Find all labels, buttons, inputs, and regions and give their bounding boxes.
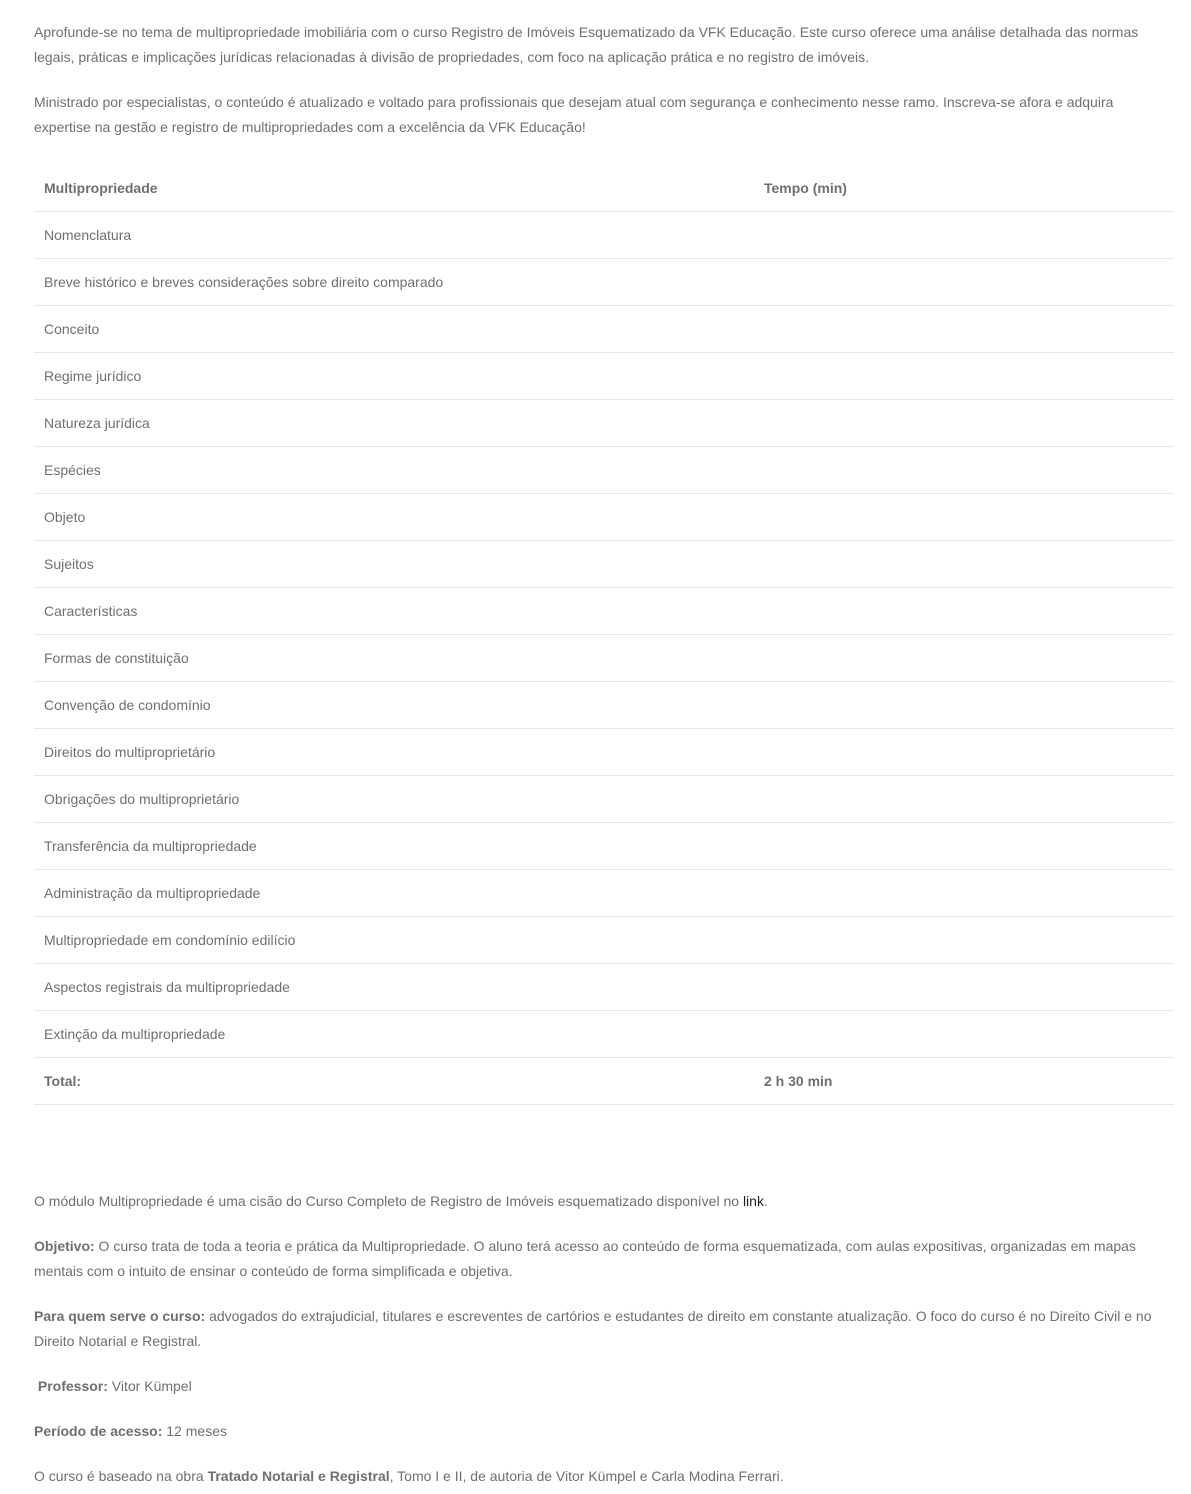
syllabus-table — [34, 164, 1174, 1105]
table-row — [34, 494, 1174, 541]
table-row — [34, 823, 1174, 870]
time-cell — [754, 353, 1174, 400]
table-row — [34, 353, 1174, 400]
module-note — [34, 1189, 1174, 1214]
topic-cell: Direitos do multiproprietário — [34, 729, 754, 776]
audience-label: Para quem serve o curso: — [34, 1308, 206, 1324]
audience-text: advogados do extrajudicial, titulares e escreventes de cartórios e estudantes de direito em constante atualização. O foco do curso é no Direito Civil e no Direito Notarial e Registral. — [34, 1308, 1152, 1349]
topic-cell: Características — [34, 588, 754, 635]
time-cell — [754, 823, 1174, 870]
time-cell — [754, 306, 1174, 353]
time-cell — [754, 588, 1174, 635]
topic-cell: Transferência da multipropriedade — [34, 823, 754, 870]
time-cell — [754, 635, 1174, 682]
total-value: 2 h 30 min — [754, 1058, 1174, 1105]
professor-label: Professor: — [37, 1378, 108, 1394]
course-details — [34, 1189, 1174, 1489]
intro-paragraph-1: Aprofunde-se no tema de multipropriedade imobiliária com o curso Registro de Imóveis Esquematizado da VFK Educação. Este curso oferece uma análise detalhada das normas legais, práticas e implicações jurídicas relacionadas à divisão de propriedades, com foco na aplicação prática e no registro de imóveis. — [34, 24, 1139, 65]
table-row — [34, 635, 1174, 682]
objective-text: O curso trata de toda a teoria e prática da Multipropriedade. O aluno terá acesso ao conteúdo de forma esquematizada, com aulas expositivas, organizadas em mapas mentais com o intuito de ensinar o conteúdo de forma simplificada e objetiva. — [34, 1238, 1136, 1279]
topic-cell: Extinção da multipropriedade — [34, 1011, 754, 1058]
time-cell — [754, 212, 1174, 259]
time-cell — [754, 400, 1174, 447]
table-row — [34, 259, 1174, 306]
topic-cell: Objeto — [34, 494, 754, 541]
time-cell — [754, 729, 1174, 776]
access-value: 12 meses — [162, 1423, 227, 1439]
time-cell — [754, 682, 1174, 729]
full-course-link[interactable]: link — [742, 1193, 764, 1209]
topic-cell: Formas de constituição — [34, 635, 754, 682]
table-row — [34, 776, 1174, 823]
topic-cell: Espécies — [34, 447, 754, 494]
module-note-end: . — [763, 1193, 768, 1209]
objective-paragraph — [34, 1234, 1174, 1284]
topic-cell: Sujeitos — [34, 541, 754, 588]
topic-cell: Multipropriedade em condomínio edilício — [34, 917, 754, 964]
objective-label: Objetivo: — [34, 1238, 95, 1254]
time-cell — [754, 917, 1174, 964]
topic-cell: Nomenclatura — [34, 212, 754, 259]
time-cell — [754, 259, 1174, 306]
topic-cell: Convenção de condomínio — [34, 682, 754, 729]
access-label: Período de acesso: — [34, 1423, 163, 1439]
access-paragraph — [34, 1419, 1174, 1444]
header-topic: Multipropriedade — [34, 164, 754, 212]
topic-cell: Administração da multipropriedade — [34, 870, 754, 917]
audience-paragraph — [34, 1304, 1174, 1354]
table-row — [34, 400, 1174, 447]
header-time: Tempo (min) — [754, 164, 1174, 212]
table-row — [34, 870, 1174, 917]
table-row — [34, 964, 1174, 1011]
topic-cell: Obrigações do multiproprietário — [34, 776, 754, 823]
book-title: Tratado Notarial e Registral — [207, 1468, 390, 1484]
book-pre: O curso é baseado na obra — [34, 1468, 208, 1484]
table-row — [34, 588, 1174, 635]
time-cell — [754, 1011, 1174, 1058]
table-row — [34, 306, 1174, 353]
time-cell — [754, 870, 1174, 917]
topic-cell: Conceito — [34, 306, 754, 353]
table-row — [34, 1011, 1174, 1058]
professor-name: Vitor Kümpel — [107, 1378, 192, 1394]
book-paragraph — [34, 1464, 1174, 1489]
table-row — [34, 917, 1174, 964]
topic-cell: Regime jurídico — [34, 353, 754, 400]
total-label: Total: — [34, 1058, 754, 1105]
time-cell — [754, 964, 1174, 1011]
table-header-row — [34, 164, 1174, 212]
table-row — [34, 447, 1174, 494]
intro-paragraph-2: Ministrado por especialistas, o conteúdo é atualizado e voltado para profissionais que desejam atual com segurança e conhecimento nesse ramo. Inscreva-se afora e adquira expertise na gestão e registro de multipropriedades com a excelência da VFK Educação! — [34, 94, 1114, 135]
professor-paragraph — [34, 1374, 1174, 1399]
table-row — [34, 541, 1174, 588]
module-note-text: O módulo Multipropriedade é uma cisão do Curso Completo de Registro de Imóveis esquematizado disponível no — [34, 1193, 743, 1209]
time-cell — [754, 541, 1174, 588]
table-row — [34, 682, 1174, 729]
table-row — [34, 729, 1174, 776]
table-row — [34, 212, 1174, 259]
book-post: , Tomo I e II, de autoria de Vitor Kümpel e Carla Modina Ferrari. — [389, 1468, 784, 1484]
syllabus-body — [34, 212, 1174, 1058]
topic-cell: Breve histórico e breves considerações sobre direito comparado — [34, 259, 754, 306]
topic-cell: Natureza jurídica — [34, 400, 754, 447]
time-cell — [754, 494, 1174, 541]
topic-cell: Aspectos registrais da multipropriedade — [34, 964, 754, 1011]
time-cell — [754, 776, 1174, 823]
table-total-row — [34, 1058, 1174, 1105]
time-cell — [754, 447, 1174, 494]
